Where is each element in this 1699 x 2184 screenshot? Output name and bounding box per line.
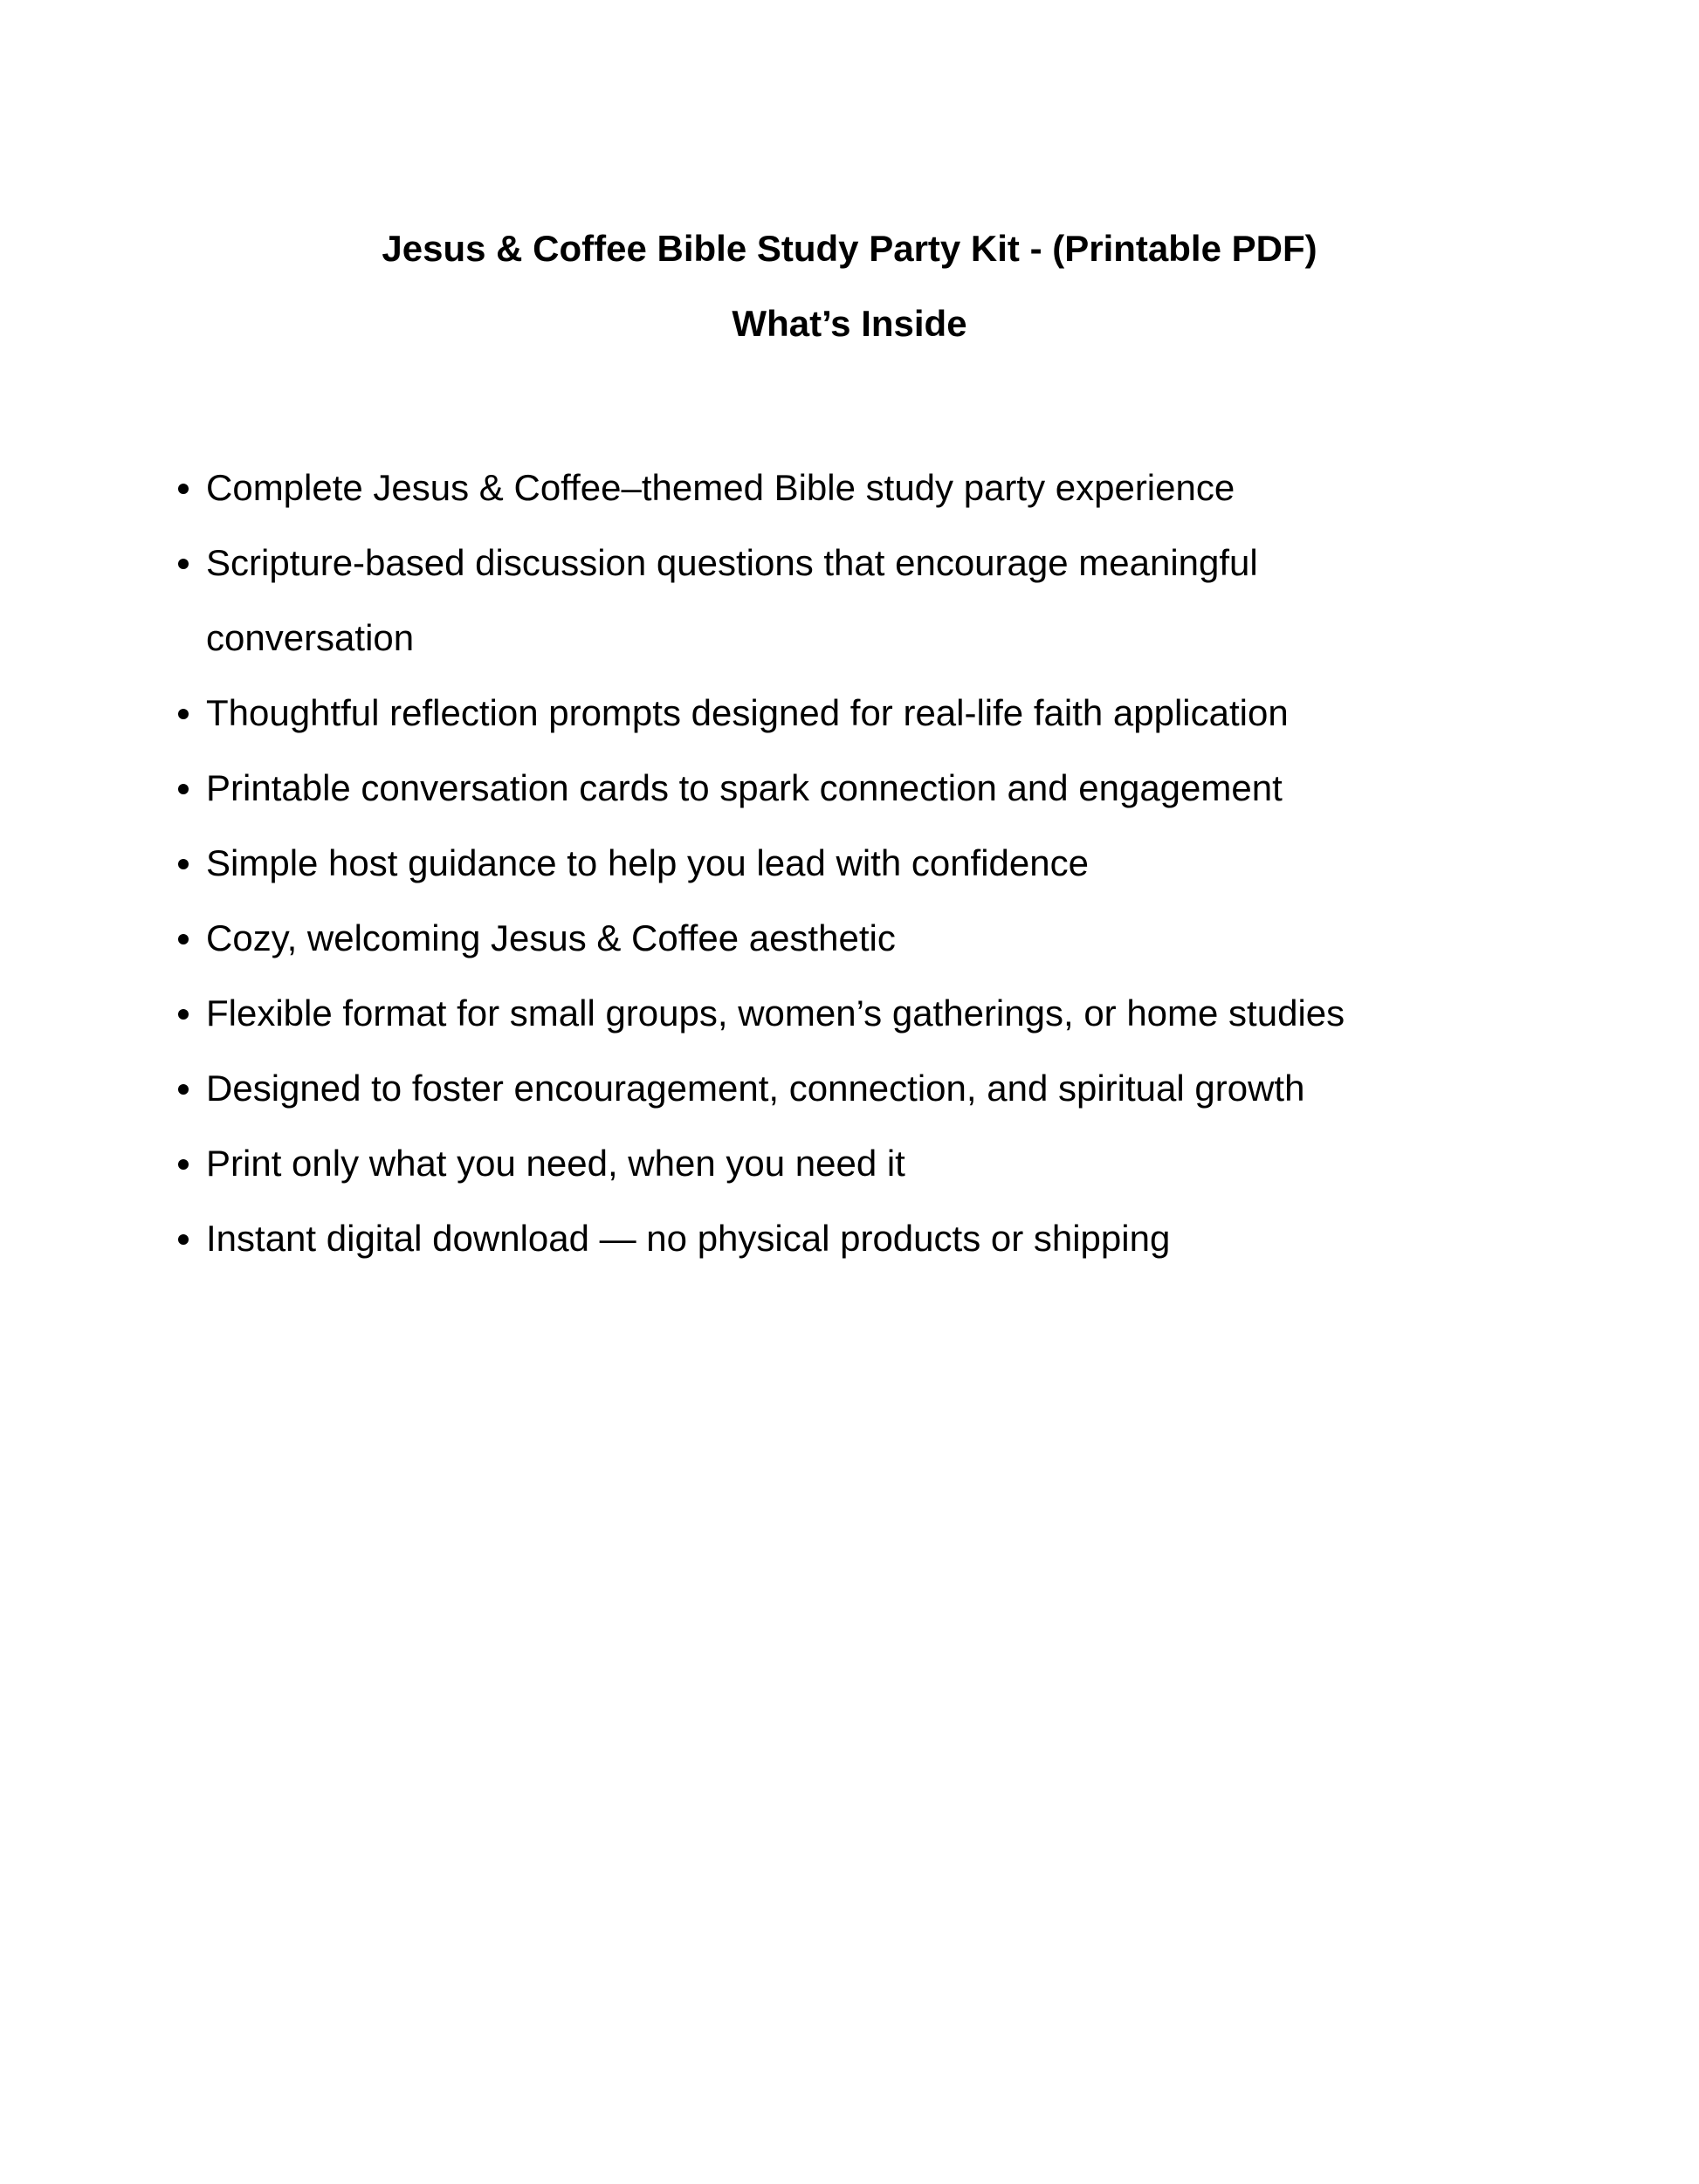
list-item-text: Cozy, welcoming Jesus & Coffee aesthetic bbox=[206, 917, 896, 958]
list-item-text: Printable conversation cards to spark connection and engagement bbox=[206, 767, 1283, 808]
list-item-text: Flexible format for small groups, women’s gatherings, or home studies bbox=[206, 992, 1345, 1034]
list-item bbox=[166, 676, 1458, 751]
bullet-icon bbox=[178, 859, 189, 869]
list-item-text: Complete Jesus & Coffee–themed Bible study party experience bbox=[206, 467, 1235, 508]
bullet-icon bbox=[178, 559, 189, 569]
list-item bbox=[166, 525, 1458, 676]
list-item bbox=[166, 826, 1458, 901]
list-item bbox=[166, 976, 1458, 1051]
feature-list bbox=[166, 450, 1458, 1276]
list-item-text: Designed to foster encouragement, connection, and spiritual growth bbox=[206, 1068, 1305, 1109]
document-subtitle: What’s Inside bbox=[732, 303, 967, 344]
list-item bbox=[166, 450, 1458, 525]
list-item-text: Thoughtful reflection prompts designed for real-life faith application bbox=[206, 692, 1289, 733]
list-item-text: Simple host guidance to help you lead with confidence bbox=[206, 842, 1089, 883]
list-item-text: Print only what you need, when you need it bbox=[206, 1143, 905, 1184]
document-title: Jesus & Coffee Bible Study Party Kit - (Printable PDF) bbox=[382, 228, 1317, 269]
bullet-icon bbox=[178, 934, 189, 944]
bullet-icon bbox=[178, 1159, 189, 1170]
bullet-icon bbox=[178, 1009, 189, 1020]
list-item-text: Instant digital download — no physical products or shipping bbox=[206, 1218, 1171, 1259]
list-item-text: Scripture-based discussion questions that encourage meaningful conversation bbox=[206, 542, 1258, 658]
list-item bbox=[166, 901, 1458, 976]
list-item bbox=[166, 1126, 1458, 1201]
list-item bbox=[166, 1051, 1458, 1126]
bullet-icon bbox=[178, 1084, 189, 1095]
bullet-icon bbox=[178, 784, 189, 794]
bullet-icon bbox=[178, 1234, 189, 1245]
bullet-icon bbox=[178, 484, 189, 494]
list-item bbox=[166, 1201, 1458, 1276]
list-item bbox=[166, 751, 1458, 826]
bullet-icon bbox=[178, 709, 189, 719]
